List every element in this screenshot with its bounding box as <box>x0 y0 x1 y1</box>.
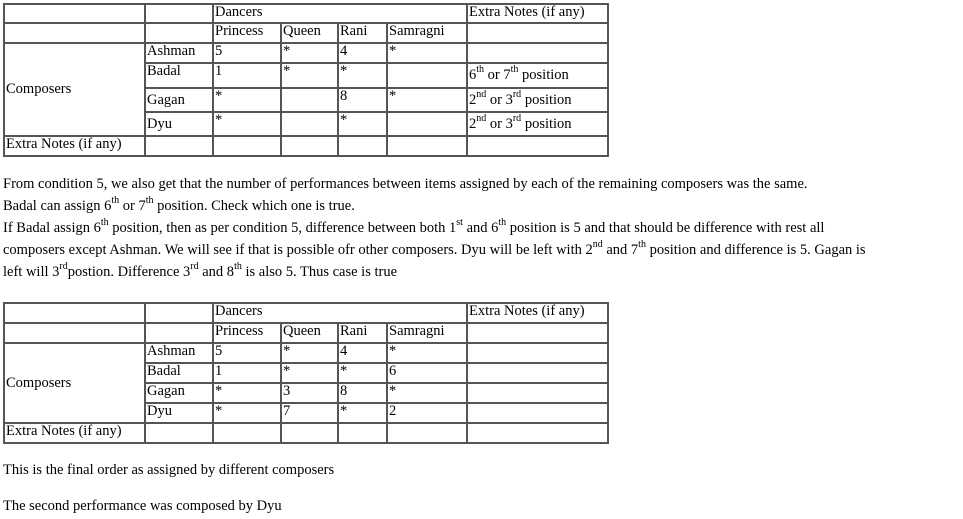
ordinal-sup: rd <box>59 261 68 273</box>
cell: 7 <box>281 403 338 423</box>
composer-dyu: Dyu <box>145 403 213 423</box>
empty-cell <box>467 136 608 156</box>
composers-label: Composers <box>4 43 145 136</box>
note-sup: nd <box>476 112 487 124</box>
composer-ashman: Ashman <box>145 43 213 63</box>
explanation-paragraph-2 <box>3 195 355 217</box>
final-order-statement: This is the final order as assigned by different composers <box>3 462 335 478</box>
note-sup: th <box>510 64 519 76</box>
note-num: 3 <box>505 91 513 108</box>
table-row <box>4 43 608 63</box>
composer-gagan: Gagan <box>145 383 213 403</box>
text-segment: left will 3 <box>3 264 60 280</box>
empty-cell <box>145 23 213 43</box>
cell: * <box>387 88 467 112</box>
cell: * <box>281 343 338 363</box>
note-cell <box>467 112 608 136</box>
cell <box>281 112 338 136</box>
dancer-samragni: Samragni <box>387 23 467 43</box>
arrangement-table-initial <box>3 3 609 157</box>
empty-cell <box>467 323 608 343</box>
cell: 5 <box>213 43 281 63</box>
note-num: 2 <box>469 115 477 132</box>
note-sup: nd <box>476 88 487 100</box>
ordinal-sup: nd <box>592 239 603 251</box>
dancers-header: Dancers <box>213 4 467 23</box>
cell: * <box>213 88 281 112</box>
dancer-samragni: Samragni <box>387 323 467 343</box>
cell: * <box>338 403 387 423</box>
empty-cell <box>387 423 467 443</box>
note-sup: th <box>476 64 485 76</box>
cell <box>387 112 467 136</box>
ordinal-sup: th <box>145 195 154 207</box>
text-segment: and 7 <box>602 242 639 258</box>
text-segment: If Badal assign 6 <box>3 220 101 236</box>
cell: 8 <box>338 88 387 112</box>
note-text: or <box>486 91 506 108</box>
note-cell <box>467 403 608 423</box>
text-segment: and 6 <box>462 220 499 236</box>
composer-gagan: Gagan <box>145 88 213 112</box>
cell: * <box>213 112 281 136</box>
cell: * <box>338 363 387 383</box>
ordinal-sup: th <box>638 239 646 251</box>
text-segment: position. Check which one is true. <box>153 198 355 214</box>
text-segment: position is 5 and that should be difference with rest all <box>506 220 825 236</box>
dancer-rani: Rani <box>338 23 387 43</box>
empty-cell <box>338 423 387 443</box>
note-num: 3 <box>505 115 513 132</box>
cell <box>281 88 338 112</box>
empty-corner-cell <box>145 303 213 323</box>
ordinal-sup: th <box>100 217 109 229</box>
empty-cell <box>281 136 338 156</box>
cell: 8 <box>338 383 387 403</box>
composer-badal: Badal <box>145 363 213 383</box>
cell: * <box>387 383 467 403</box>
note-cell <box>467 343 608 363</box>
table-row <box>4 343 608 363</box>
dancer-queen: Queen <box>281 23 338 43</box>
note-sup: rd <box>512 88 522 100</box>
note-text: position <box>521 115 572 132</box>
cell: * <box>281 43 338 63</box>
note-sup: rd <box>512 112 522 124</box>
composers-label: Composers <box>4 343 145 423</box>
explanation-paragraph-1: From condition 5, we also get that the number of performances between items assigned by each of the remaining composers was the same. <box>3 176 808 192</box>
note-cell <box>467 88 608 112</box>
cell <box>387 63 467 88</box>
empty-cell <box>145 323 213 343</box>
cell: * <box>281 363 338 383</box>
note-cell <box>467 363 608 383</box>
text-segment: and 8 <box>198 264 235 280</box>
dancers-header: Dancers <box>213 303 467 323</box>
empty-cell <box>4 323 145 343</box>
composer-badal: Badal <box>145 63 213 88</box>
note-text: or <box>486 115 506 132</box>
cell: * <box>281 63 338 88</box>
note-num: 2 <box>469 91 477 108</box>
empty-cell <box>467 423 608 443</box>
dancer-princess: Princess <box>213 323 281 343</box>
note-text: or <box>484 67 504 83</box>
answer-statement: The second performance was composed by Dyu <box>3 498 282 514</box>
text-segment: position, then as per condition 5, difference between both 1 <box>108 220 457 236</box>
cell: 2 <box>387 403 467 423</box>
text-segment: position and difference is 5. Gagan is <box>645 242 866 258</box>
composer-ashman: Ashman <box>145 343 213 363</box>
explanation-paragraph-3-line-2 <box>3 239 866 261</box>
text-segment: composers except Ashman. We will see if that is possible ofr other composers. Dyu will be left with 2 <box>3 242 593 258</box>
cell: 1 <box>213 363 281 383</box>
empty-corner-cell <box>4 4 145 23</box>
empty-cell <box>4 23 145 43</box>
ordinal-sup: rd <box>190 261 199 273</box>
cell: * <box>338 63 387 88</box>
note-cell <box>467 383 608 403</box>
empty-cell <box>281 423 338 443</box>
empty-cell <box>145 136 213 156</box>
text-segment: postion. Difference 3 <box>67 264 191 280</box>
cell: * <box>387 343 467 363</box>
extra-notes-header: Extra Notes (if any) <box>467 303 608 323</box>
cell: 1 <box>213 63 281 88</box>
dancer-princess: Princess <box>213 23 281 43</box>
empty-cell <box>387 136 467 156</box>
extra-notes-row-label: Extra Notes (if any) <box>4 136 145 156</box>
note-num: 6 <box>469 67 477 83</box>
cell: * <box>213 383 281 403</box>
extra-notes-row-label: Extra Notes (if any) <box>4 423 145 443</box>
arrangement-table-final <box>3 302 609 444</box>
empty-cell <box>338 136 387 156</box>
empty-cell <box>467 23 608 43</box>
extra-notes-header: Extra Notes (if any) <box>467 4 608 23</box>
empty-cell <box>213 423 281 443</box>
cell: * <box>213 403 281 423</box>
empty-cell <box>213 136 281 156</box>
cell: 4 <box>338 43 387 63</box>
cell: 3 <box>281 383 338 403</box>
dancer-rani: Rani <box>338 323 387 343</box>
ordinal-sup: th <box>498 217 507 229</box>
text-segment: or 7 <box>119 198 146 214</box>
cell: * <box>387 43 467 63</box>
ordinal-sup: th <box>234 261 242 273</box>
note-text: position <box>521 91 572 108</box>
empty-corner-cell <box>4 303 145 323</box>
composer-dyu: Dyu <box>145 112 213 136</box>
ordinal-sup: st <box>456 217 463 229</box>
explanation-paragraph-3-line-1 <box>3 217 824 239</box>
note-cell <box>467 43 608 63</box>
cell: 5 <box>213 343 281 363</box>
cell: 6 <box>387 363 467 383</box>
ordinal-sup: th <box>111 195 120 207</box>
cell: * <box>338 112 387 136</box>
note-cell <box>467 63 608 88</box>
text-segment: Badal can assign 6 <box>3 198 112 214</box>
empty-cell <box>145 423 213 443</box>
text-segment: is also 5. Thus case is true <box>241 264 398 280</box>
cell: 4 <box>338 343 387 363</box>
explanation-paragraph-3-line-3 <box>3 261 397 283</box>
note-text: position <box>518 67 569 83</box>
empty-corner-cell <box>145 4 213 23</box>
dancer-queen: Queen <box>281 323 338 343</box>
note-num: 7 <box>503 67 511 83</box>
